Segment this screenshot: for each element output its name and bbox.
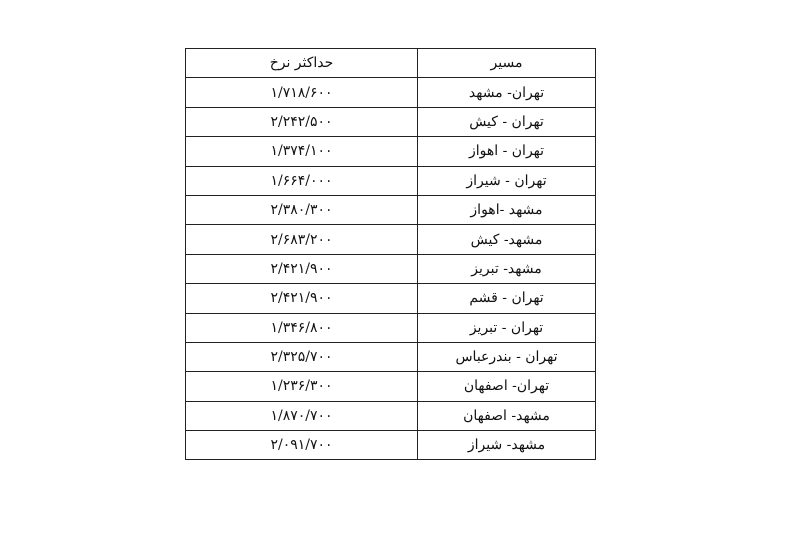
route-cell: مشهد- کیش [418,225,596,254]
table-row [186,195,596,224]
table-row [186,372,596,401]
max-fare-cell: ۲/۰۹۱/۷۰۰ [186,431,418,460]
table-row [186,431,596,460]
table-row [186,342,596,371]
route-cell: تهران - قشم [418,284,596,313]
route-cell: تهران - کیش [418,107,596,136]
column-header-route: مسیر [418,49,596,78]
max-fare-cell: ۱/۷۱۸/۶۰۰ [186,78,418,107]
table-row [186,78,596,107]
max-fare-cell: ۱/۶۶۴/۰۰۰ [186,166,418,195]
max-fare-cell: ۱/۳۴۶/۸۰۰ [186,313,418,342]
max-fare-cell: ۲/۲۴۲/۵۰۰ [186,107,418,136]
route-cell: مشهد -اهواز [418,195,596,224]
max-fare-cell: ۱/۲۳۶/۳۰۰ [186,372,418,401]
table-row [186,107,596,136]
table-header-row [186,49,596,78]
max-fare-cell: ۲/۴۲۱/۹۰۰ [186,254,418,283]
route-cell: مشهد- تبریز [418,254,596,283]
table-row [186,313,596,342]
table-row [186,254,596,283]
max-fare-cell: ۲/۳۲۵/۷۰۰ [186,342,418,371]
max-fare-cell: ۲/۶۸۳/۲۰۰ [186,225,418,254]
max-fare-cell: ۲/۳۸۰/۳۰۰ [186,195,418,224]
table-row [186,137,596,166]
route-cell: تهران - بندرعباس [418,342,596,371]
route-cell: تهران- مشهد [418,78,596,107]
route-cell: تهران - تبریز [418,313,596,342]
route-cell: مشهد- اصفهان [418,401,596,430]
route-cell: تهران - شیراز [418,166,596,195]
fare-table [185,48,596,460]
max-fare-cell: ۲/۴۲۱/۹۰۰ [186,284,418,313]
table-row [186,225,596,254]
max-fare-cell: ۱/۸۷۰/۷۰۰ [186,401,418,430]
column-header-max-fare: حداکثر نرخ [186,49,418,78]
route-cell: تهران- اصفهان [418,372,596,401]
table-row [186,401,596,430]
route-cell: تهران - اهواز [418,137,596,166]
table-row [186,284,596,313]
route-cell: مشهد- شیراز [418,431,596,460]
max-fare-cell: ۱/۳۷۴/۱۰۰ [186,137,418,166]
table-row [186,166,596,195]
